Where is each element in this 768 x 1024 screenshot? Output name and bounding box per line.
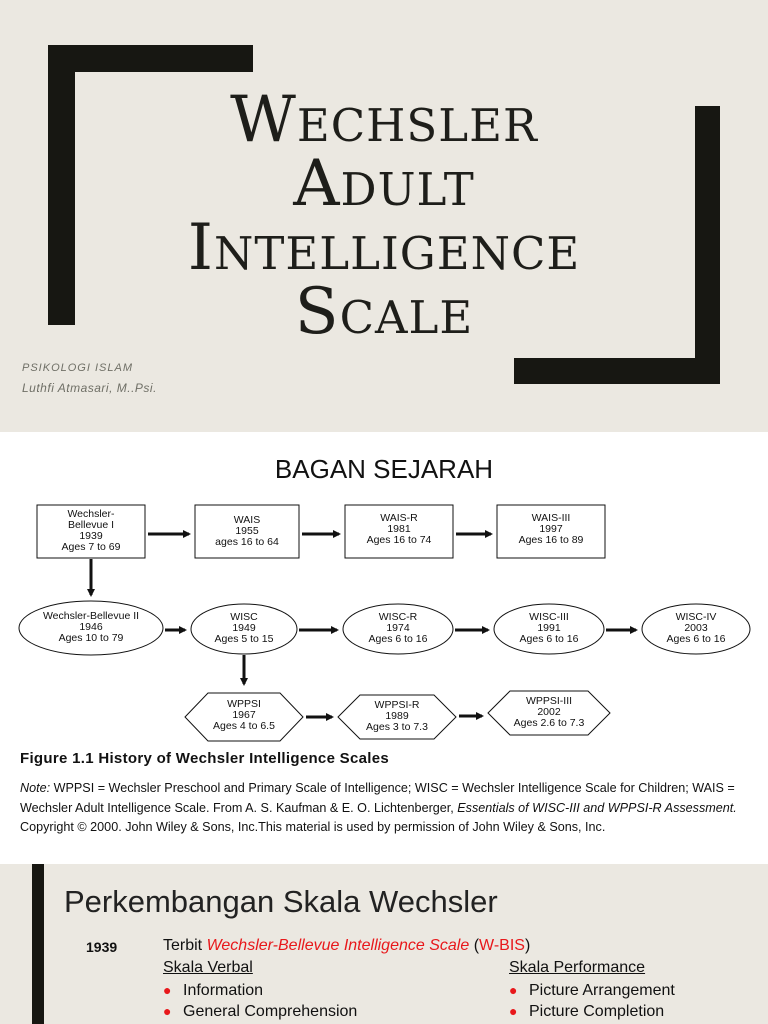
development-title: Perkembangan Skala Wechsler (64, 884, 498, 919)
year-label: 1939 (86, 939, 118, 955)
node-line: 1974 (386, 622, 410, 634)
node-wais-iii (497, 505, 605, 558)
title-line: Adult (293, 147, 475, 221)
node-line: WAIS (233, 514, 261, 526)
list-item (163, 980, 357, 1001)
scale-name: Wechsler-Bellevue Intelligence Scale (206, 937, 470, 954)
paren-open: ( (469, 937, 480, 954)
node-line: Wechsler-Bellevue II (42, 610, 140, 622)
list-item (509, 980, 675, 1001)
node-line: 1967 (232, 709, 256, 721)
node-line: 2003 (684, 622, 708, 634)
history-heading: BAGAN SEJARAH (274, 454, 494, 484)
list-item (163, 1001, 357, 1022)
note-text: Copyright © 2000. John Wiley & Sons, Inc.This material is used by permission of John Wiley & Sons, Inc. (20, 820, 606, 834)
title-slide (0, 0, 768, 432)
terbit-line (163, 937, 530, 955)
node-line: WPPSI (227, 698, 261, 710)
node-wisc (191, 604, 297, 654)
node-wechsler-bellevue-2 (19, 601, 163, 655)
node-line: WISC-IV (675, 611, 717, 623)
node-line: WPPSI-R (374, 699, 420, 711)
figure-note (20, 779, 755, 838)
performance-heading: Skala Performance (509, 959, 646, 976)
bracket-top-left-horizontal (48, 45, 253, 72)
node-line: WISC-III (529, 611, 569, 623)
list-item-label: Information (183, 982, 264, 999)
node-wechsler-bellevue-1 (37, 505, 145, 558)
list-item-label: Picture Arrangement (529, 982, 675, 999)
node-wppsi (185, 693, 303, 741)
node-line: Ages 3 to 7.3 (366, 721, 428, 733)
node-line: WISC-R (378, 611, 418, 623)
bullet-icon: ● (509, 982, 518, 998)
bracket-bottom-right-vertical (695, 106, 720, 384)
list-item (509, 1001, 675, 1022)
node-line: ages 16 to 64 (215, 536, 279, 548)
node-line: 1949 (232, 622, 256, 634)
node-line: Ages 6 to 16 (666, 633, 726, 645)
performance-list (509, 980, 675, 1022)
verbal-list (163, 980, 357, 1022)
history-slide (0, 432, 768, 864)
note-book-title: Essentials of WISC-III and WPPSI-R Assessment. (457, 800, 737, 815)
scale-abbr: W-BIS (479, 937, 525, 954)
bracket-top-left-vertical (48, 45, 75, 325)
node-line: WPPSI-III (525, 695, 573, 707)
node-line: Ages 6 to 16 (368, 633, 428, 645)
list-item-label: General Comprehension (183, 1003, 358, 1020)
node-wais (195, 505, 299, 558)
node-wisc-iii (494, 604, 604, 654)
node-line: WAIS-III (531, 512, 571, 524)
paren-close: ) (524, 937, 531, 954)
node-line: 1997 (539, 523, 563, 535)
list-item-label: Picture Completion (529, 1003, 665, 1020)
node-wppsi-iii (488, 691, 610, 735)
node-line: WISC (230, 611, 258, 623)
node-line: 1955 (235, 525, 259, 537)
node-line: 1991 (537, 622, 561, 634)
node-line: 1939 (79, 530, 103, 542)
node-line: Ages 16 to 89 (518, 534, 584, 546)
history-diagram (0, 432, 768, 752)
node-line: Ages 10 to 79 (58, 632, 124, 644)
subtitle-course: PSIKOLOGI ISLAM (22, 362, 133, 374)
node-line: WAIS-R (380, 512, 418, 524)
node-line: Ages 6 to 16 (519, 633, 579, 645)
accent-bar (32, 864, 44, 1024)
node-line: Wechsler- (67, 508, 115, 520)
note-text: WPPSI = Wechsler Preschool and Primary Scale of Intelligence; WISC = Wechsler Intelligence Scale for Children; WAIS = Wechsler Adult Intelligence Scale. From A. S. Kaufman & E. O. Lichtenberger, (20, 781, 735, 815)
node-line: Ages 7 to 69 (61, 541, 121, 553)
node-wisc-r (343, 604, 453, 654)
node-wisc-iv (642, 604, 750, 654)
bullet-icon: ● (163, 1003, 172, 1019)
node-line: 1989 (385, 710, 409, 722)
slide-title (110, 83, 658, 349)
bullet-icon: ● (509, 1003, 518, 1019)
title-line: Intelligence (187, 211, 581, 285)
node-line: 1981 (387, 523, 411, 535)
node-line: Bellevue I (67, 519, 115, 531)
title-line: Scale (294, 275, 474, 349)
node-wais-r (345, 505, 453, 558)
verbal-heading: Skala Verbal (163, 959, 253, 976)
node-line: 2002 (537, 706, 561, 718)
bracket-bottom-right-horizontal (514, 358, 720, 384)
node-line: Ages 4 to 6.5 (213, 720, 275, 732)
subtitle-author: Luthfi Atmasari, M..Psi. (22, 381, 157, 395)
figure-caption: Figure 1.1 History of Wechsler Intelligence Scales (20, 750, 390, 767)
title-line: Wechsler (230, 83, 538, 157)
note-label: Note: (20, 781, 51, 795)
node-line: Ages 2.6 to 7.3 (513, 717, 585, 729)
node-wppsi-r (338, 695, 456, 739)
terbit-prefix: Terbit (163, 937, 207, 954)
node-line: Ages 5 to 15 (214, 633, 274, 645)
node-line: Ages 16 to 74 (366, 534, 432, 546)
development-slide (0, 864, 768, 1024)
bullet-icon: ● (163, 982, 172, 998)
node-line: 1946 (79, 621, 103, 633)
